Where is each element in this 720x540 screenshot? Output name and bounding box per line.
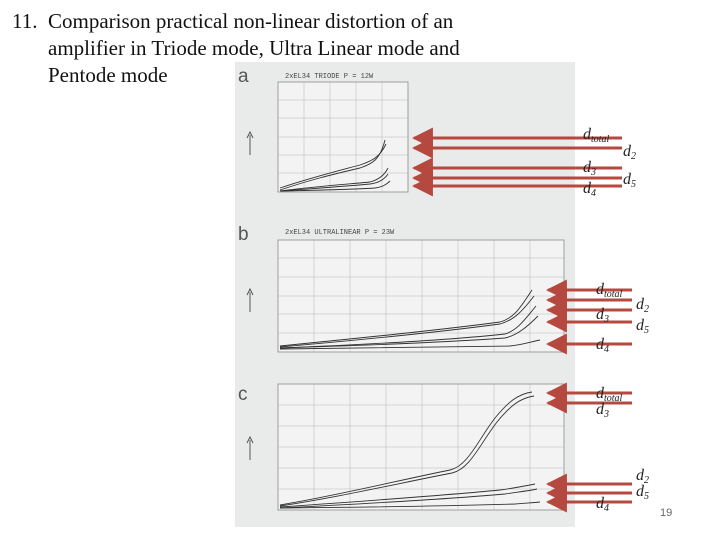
panel-b-letter: b bbox=[238, 224, 249, 245]
panel-c-letter: c bbox=[238, 384, 248, 405]
panel-c bbox=[238, 384, 564, 510]
label-c-d4: $d_4$ bbox=[596, 495, 609, 514]
label-a-d4: $d_4$ bbox=[583, 180, 596, 199]
label-b-d4: $d_4$ bbox=[596, 336, 609, 355]
label-a-d2: $d_2$ bbox=[623, 143, 636, 162]
title-line-1: Comparison practical non-linear distortion of an bbox=[48, 9, 454, 33]
panel-a bbox=[238, 66, 408, 192]
label-a-d3: $d_3$ bbox=[583, 159, 596, 178]
label-b-d5: $d_5$ bbox=[636, 317, 649, 336]
label-a-dtotal: $d_{total}$ bbox=[583, 126, 610, 145]
label-c-d3: $d_3$ bbox=[596, 401, 609, 420]
label-c-dtotal: $d_{total}$ bbox=[596, 385, 623, 404]
title-line-3: Pentode mode bbox=[48, 63, 168, 87]
label-c-d5: $d_5$ bbox=[636, 483, 649, 502]
label-c-d2: $d_2$ bbox=[636, 467, 649, 486]
label-a-d5: $d_5$ bbox=[623, 171, 636, 190]
panel-a-letter: a bbox=[238, 66, 249, 87]
title-line-2: amplifier in Triode mode, Ultra Linear mode and bbox=[48, 36, 460, 60]
label-b-d3: $d_3$ bbox=[596, 306, 609, 325]
label-b-dtotal: $d_{total}$ bbox=[596, 281, 623, 300]
label-b-d2: $d_2$ bbox=[636, 296, 649, 315]
panel-b-header: 2xEL34 ULTRALINEAR P = 23W bbox=[285, 229, 395, 237]
panel-b bbox=[238, 224, 564, 352]
item-number: 11. bbox=[12, 9, 38, 33]
page-number: 19 bbox=[660, 507, 673, 519]
panel-a-header: 2xEL34 TRIODE P = 12W bbox=[285, 73, 374, 81]
